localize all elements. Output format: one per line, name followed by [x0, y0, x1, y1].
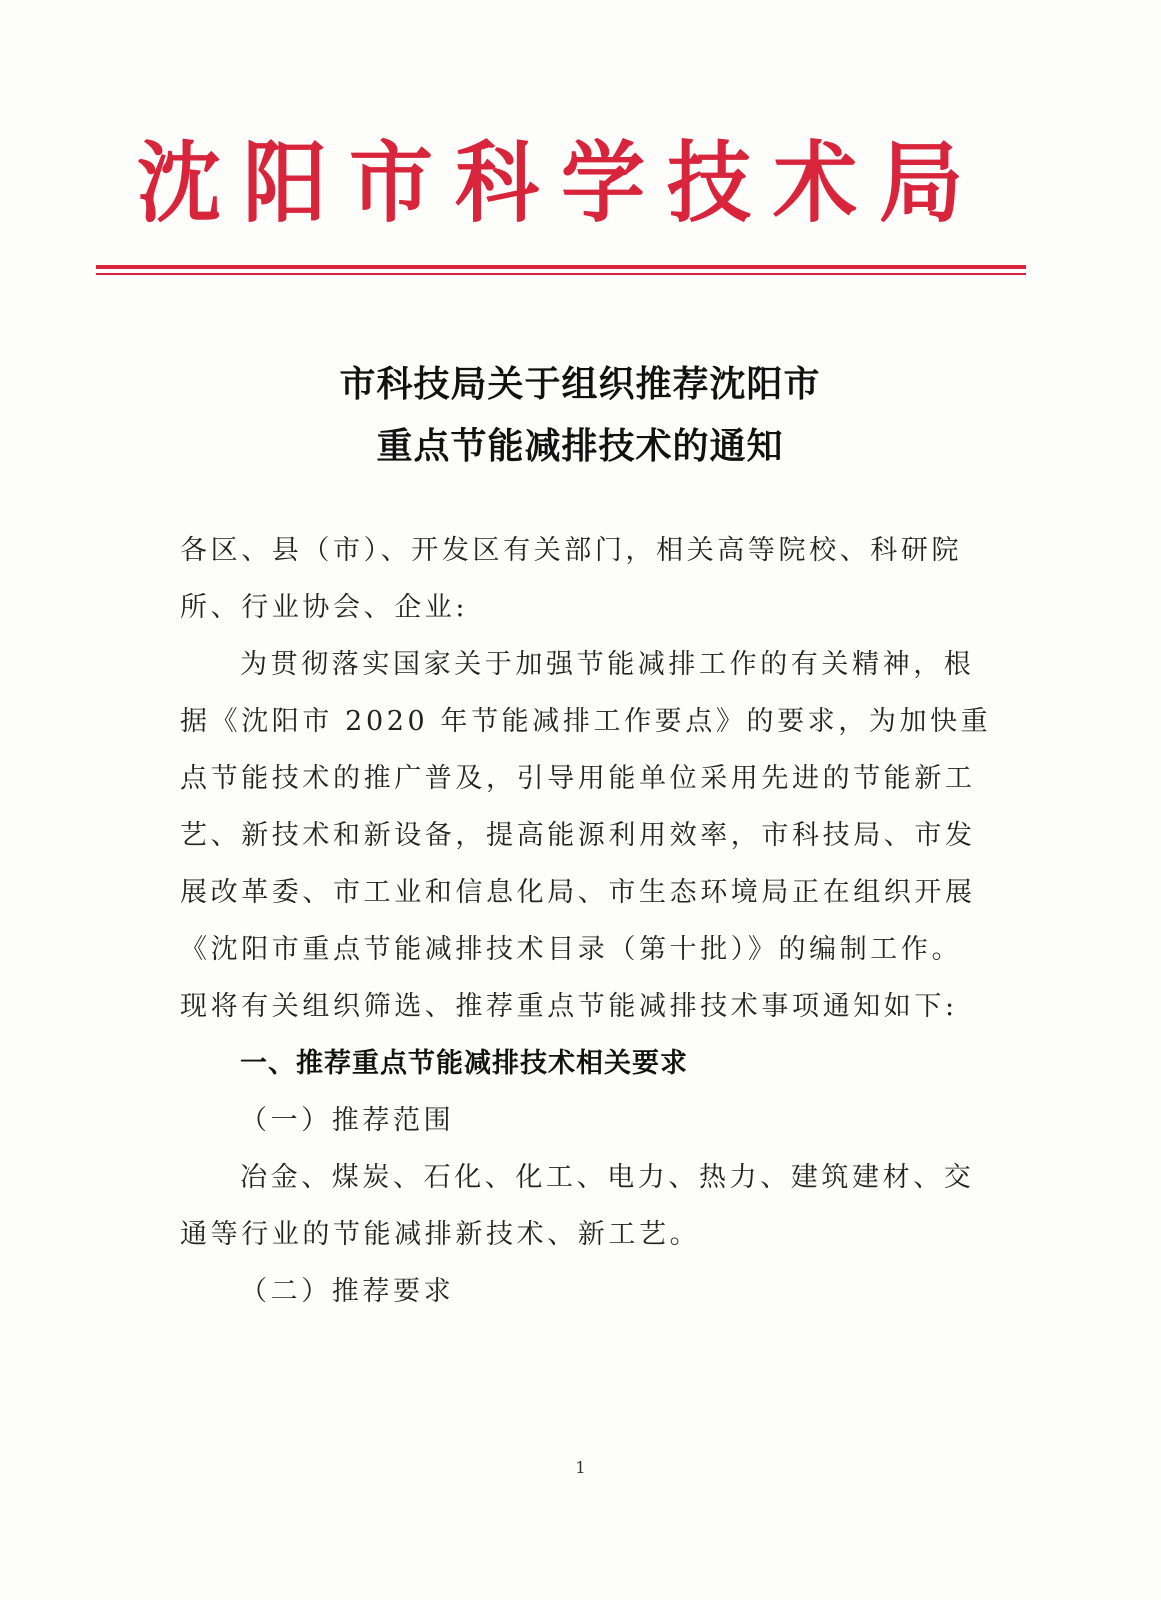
body-paragraph-line: 据《沈阳市 2020 年节能减排工作要点》的要求，为加快重	[180, 706, 992, 737]
body-paragraph-line: 点节能技术的推广普及，引导用能单位采用先进的节能新工	[180, 763, 976, 794]
body-paragraph-line: 通等行业的节能减排新技术、新工艺。	[180, 1219, 701, 1250]
document-title-line-2: 重点节能减排技术的通知	[376, 426, 784, 467]
page-number: 1	[575, 1458, 586, 1477]
body-paragraph-line: 《沈阳市重点节能减排技术目录（第十批）》的编制工作。	[180, 934, 963, 965]
body-paragraph-line: 冶金、煤炭、石化、化工、电力、热力、建筑建材、交	[240, 1162, 975, 1193]
masthead-red-rule-thin	[96, 273, 1026, 275]
masthead-red-rule-thick	[96, 265, 1026, 269]
body-line-recipients: 各区、县（市）、开发区有关部门，相关高等院校、科研院	[180, 535, 963, 566]
subsection-heading-2: （二）推荐要求	[240, 1276, 455, 1307]
body-line-recipients-cont: 所、行业协会、企业:	[180, 592, 469, 623]
document-title-line-1: 市科技局关于组织推荐沈阳市	[339, 364, 821, 405]
body-paragraph-line: 展改革委、市工业和信息化局、市生态环境局正在组织开展	[180, 877, 976, 908]
body-paragraph-line: 为贯彻落实国家关于加强节能减排工作的有关精神，根	[240, 649, 975, 680]
subsection-heading-1: （一）推荐范围	[240, 1105, 455, 1136]
section-heading-1: 一、推荐重点节能减排技术相关要求	[240, 1048, 688, 1079]
body-paragraph-line: 艺、新技术和新设备，提高能源利用效率，市科技局、市发	[180, 820, 976, 851]
masthead-org-name: 沈阳市科学技术局	[136, 131, 985, 235]
body-paragraph-line: 现将有关组织筛选、推荐重点节能减排技术事项通知如下:	[180, 991, 958, 1022]
